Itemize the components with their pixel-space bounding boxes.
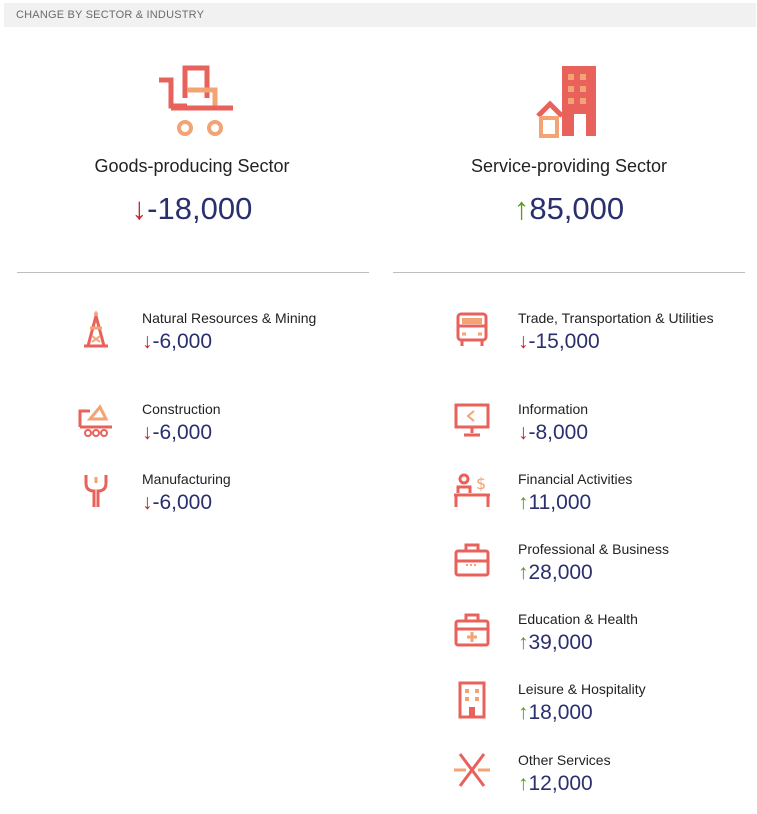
teller-icon bbox=[452, 469, 492, 509]
up-arrow-icon: ↑ bbox=[518, 491, 529, 514]
up-arrow-icon: ↑ bbox=[513, 191, 530, 226]
industry-number: 11,000 bbox=[528, 491, 592, 514]
industry-label: Construction bbox=[142, 401, 221, 417]
industry-label: Trade, Transportation & Utilities bbox=[518, 310, 714, 326]
industry-value bbox=[518, 629, 718, 657]
industry-label: Manufacturing bbox=[142, 471, 231, 487]
industry-value bbox=[518, 559, 718, 587]
industry-number: -6,000 bbox=[152, 330, 213, 353]
industry-label: Leisure & Hospitality bbox=[518, 681, 646, 697]
down-arrow-icon: ↓ bbox=[131, 191, 148, 226]
industry-number: 28,000 bbox=[528, 561, 593, 584]
service-sector-summary bbox=[394, 60, 744, 227]
oil-rig-icon bbox=[76, 308, 116, 348]
sector-value: 85,000 bbox=[529, 191, 625, 226]
medical-kit-icon bbox=[452, 609, 492, 649]
industry-value bbox=[142, 489, 342, 517]
industry-value bbox=[518, 419, 718, 447]
wrench-icon bbox=[76, 469, 116, 509]
divider bbox=[17, 272, 369, 273]
hotel-icon bbox=[452, 679, 492, 719]
down-arrow-icon: ↓ bbox=[142, 330, 153, 353]
industry-number: 39,000 bbox=[528, 631, 593, 654]
industry-label: Professional & Business bbox=[518, 541, 669, 557]
industry-number: 18,000 bbox=[528, 701, 593, 724]
cross-tools-icon bbox=[452, 750, 492, 790]
hand-truck-icon bbox=[147, 60, 237, 140]
sector-value: -18,000 bbox=[147, 191, 253, 226]
sector-name: Goods-producing Sector bbox=[94, 156, 290, 176]
sector-name: Service-providing Sector bbox=[470, 156, 668, 176]
down-arrow-icon: ↓ bbox=[142, 421, 153, 444]
up-arrow-icon: ↑ bbox=[518, 561, 529, 584]
sector-total bbox=[394, 191, 744, 227]
briefcase-icon bbox=[452, 539, 492, 579]
goods-sector-summary bbox=[17, 60, 367, 227]
industry-number: -15,000 bbox=[528, 330, 600, 353]
industry-value bbox=[518, 328, 718, 356]
up-arrow-icon: ↑ bbox=[518, 772, 529, 795]
industry-value bbox=[518, 770, 718, 798]
industry-label: Education & Health bbox=[518, 611, 638, 627]
excavator-icon bbox=[76, 399, 116, 439]
buildings-icon bbox=[524, 60, 614, 140]
down-arrow-icon: ↓ bbox=[518, 421, 529, 444]
industry-number: -6,000 bbox=[152, 421, 213, 444]
industry-value bbox=[142, 419, 342, 447]
down-arrow-icon: ↓ bbox=[142, 491, 153, 514]
industry-value bbox=[518, 489, 718, 517]
industry-label: Financial Activities bbox=[518, 471, 633, 487]
section-header bbox=[4, 3, 756, 27]
up-arrow-icon: ↑ bbox=[518, 631, 529, 654]
divider bbox=[393, 272, 745, 273]
up-arrow-icon: ↑ bbox=[518, 701, 529, 724]
sector-total bbox=[17, 191, 367, 227]
industry-value bbox=[518, 699, 718, 727]
industry-number: 12,000 bbox=[528, 772, 593, 795]
industry-number: -6,000 bbox=[152, 491, 213, 514]
svg-text:$: $ bbox=[476, 474, 487, 493]
industry-label: Other Services bbox=[518, 752, 611, 768]
down-arrow-icon: ↓ bbox=[518, 330, 529, 353]
monitor-icon bbox=[452, 399, 492, 439]
industry-value bbox=[142, 328, 342, 356]
industry-label: Information bbox=[518, 401, 589, 417]
industry-label: Natural Resources & Mining bbox=[142, 310, 317, 326]
section-title: CHANGE BY SECTOR & INDUSTRY bbox=[16, 9, 205, 21]
truck-front-icon bbox=[452, 308, 492, 348]
industry-number: -8,000 bbox=[528, 421, 589, 444]
